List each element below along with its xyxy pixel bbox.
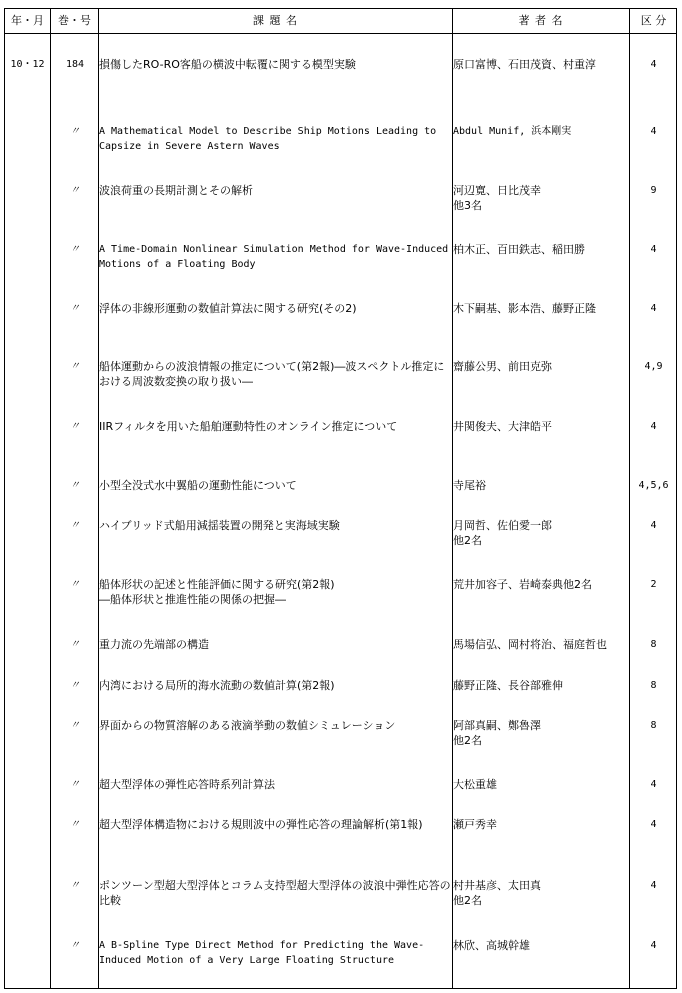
row-volume: 〃 xyxy=(70,940,80,951)
row-volume: 〃 xyxy=(70,244,80,255)
row-title: 損傷したRO-RO客船の横波中転覆に関する模型実験 xyxy=(99,58,356,71)
row-category: 4,9 xyxy=(644,361,663,372)
row-date: 10・12 xyxy=(10,59,45,70)
row-volume: 〃 xyxy=(70,361,80,372)
row-title: 超大型浮体の弾性応答時系列計算法 xyxy=(99,778,275,791)
row-category: 8 xyxy=(650,680,657,691)
row-authors: 荒井加容子、岩崎泰典他2名 xyxy=(453,578,592,591)
row-category: 4 xyxy=(650,126,657,137)
row-authors: 村井基彦、太田真 他2名 xyxy=(453,879,541,907)
row-category: 9 xyxy=(650,185,657,196)
header-divider xyxy=(5,33,676,34)
row-title: 浮体の非線形運動の数値計算法に関する研究(その2) xyxy=(99,302,357,315)
header-title: 課 題 名 xyxy=(253,14,298,27)
row-volume: 〃 xyxy=(70,126,80,137)
row-volume: 〃 xyxy=(70,421,80,432)
row-category: 4 xyxy=(650,880,657,891)
row-volume: 〃 xyxy=(70,720,80,731)
row-authors: 原口富博、石田茂資、村重淳 xyxy=(453,58,596,71)
header-category: 区 分 xyxy=(640,14,667,27)
row-volume: 〃 xyxy=(70,185,80,196)
header-volume: 巻・号 xyxy=(58,14,91,27)
row-volume: 〃 xyxy=(70,819,80,830)
publication-table xyxy=(4,8,677,989)
row-category: 4 xyxy=(650,244,657,255)
row-authors: 寺尾裕 xyxy=(453,479,486,492)
row-title: 界面からの物質溶解のある液滴挙動の数値シミュレーション xyxy=(99,719,396,732)
row-volume: 〃 xyxy=(70,880,80,891)
row-volume: 〃 xyxy=(70,303,80,314)
row-category: 4 xyxy=(650,421,657,432)
row-authors: 藤野正隆、長谷部雅伸 xyxy=(453,679,563,692)
row-authors: 瀬戸秀幸 xyxy=(453,818,497,831)
row-category: 4 xyxy=(650,940,657,951)
row-authors: 河辺寛、日比茂幸 他3名 xyxy=(453,184,541,212)
row-category: 8 xyxy=(650,720,657,731)
row-title: ポンツーン型超大型浮体とコラム支持型超大型浮体の波浪中弾性応答の比較 xyxy=(99,879,451,907)
row-volume: 〃 xyxy=(70,680,80,691)
row-volume: 〃 xyxy=(70,480,80,491)
row-title: 小型全没式水中翼船の運動性能について xyxy=(99,479,297,492)
row-title: IIRフィルタを用いた船舶運動特性のオンライン推定について xyxy=(99,420,398,433)
row-category: 4 xyxy=(650,303,657,314)
row-authors: 大松重雄 xyxy=(453,778,497,791)
row-volume: 〃 xyxy=(70,579,80,590)
row-category: 4 xyxy=(650,520,657,531)
row-category: 4 xyxy=(650,819,657,830)
column-divider xyxy=(452,9,453,988)
row-category: 8 xyxy=(650,639,657,650)
row-category: 4,5,6 xyxy=(638,480,669,491)
row-authors: 阿部真嗣、鄭魯澤 他2名 xyxy=(453,719,541,747)
row-title: 内湾における局所的海水流動の数値計算(第2報) xyxy=(99,679,335,692)
row-category: 2 xyxy=(650,579,657,590)
row-volume: 〃 xyxy=(70,639,80,650)
header-date: 年・月 xyxy=(11,14,44,27)
row-authors: 月岡哲、佐伯愛一郎 他2名 xyxy=(453,519,552,547)
header-authors: 著 者 名 xyxy=(518,14,564,27)
row-title: 重力流の先端部の構造 xyxy=(99,638,209,651)
row-title: 波浪荷重の長期計測とその解析 xyxy=(99,184,253,197)
row-authors: Abdul Munif, 浜本剛実 xyxy=(453,126,572,137)
row-title: 船体運動からの波浪情報の推定について(第2報)―波スペクトル推定における周波数変換の取り扱い― xyxy=(99,360,445,388)
row-category: 4 xyxy=(650,59,657,70)
row-title: 超大型浮体構造物における規則波中の弾性応答の理論解析(第1報) xyxy=(99,818,423,831)
row-title: A Time-Domain Nonlinear Simulation Method for Wave-Induced Motions of a Floating Body xyxy=(99,244,449,270)
row-volume: 184 xyxy=(65,59,85,70)
row-volume: 〃 xyxy=(70,779,80,790)
row-authors: 齋藤公男、前田克弥 xyxy=(453,360,552,373)
row-authors: 林欣、高城幹雄 xyxy=(453,939,530,952)
column-divider xyxy=(50,9,51,988)
row-authors: 木下嗣基、影本浩、藤野正隆 xyxy=(453,302,596,315)
row-authors: 柏木正、百田鉄志、稲田勝 xyxy=(453,243,585,256)
column-divider xyxy=(629,9,630,988)
row-title: ハイブリッド式船用減揺装置の開発と実海域実験 xyxy=(99,519,340,532)
row-title: A B-Spline Type Direct Method for Predicting the Wave-Induced Motion of a Very Large Floating Structure xyxy=(99,940,425,966)
row-title: 船体形状の記述と性能評価に関する研究(第2報) ―船体形状と推進性能の関係の把握― xyxy=(99,578,335,606)
row-category: 4 xyxy=(650,779,657,790)
column-divider xyxy=(98,9,99,988)
row-title: A Mathematical Model to Describe Ship Motions Leading to Capsize in Severe Astern Waves xyxy=(99,126,437,152)
row-authors: 馬場信弘、岡村将治、福庭哲也 xyxy=(453,638,607,651)
row-volume: 〃 xyxy=(70,520,80,531)
row-authors: 井関俊夫、大津皓平 xyxy=(453,420,552,433)
